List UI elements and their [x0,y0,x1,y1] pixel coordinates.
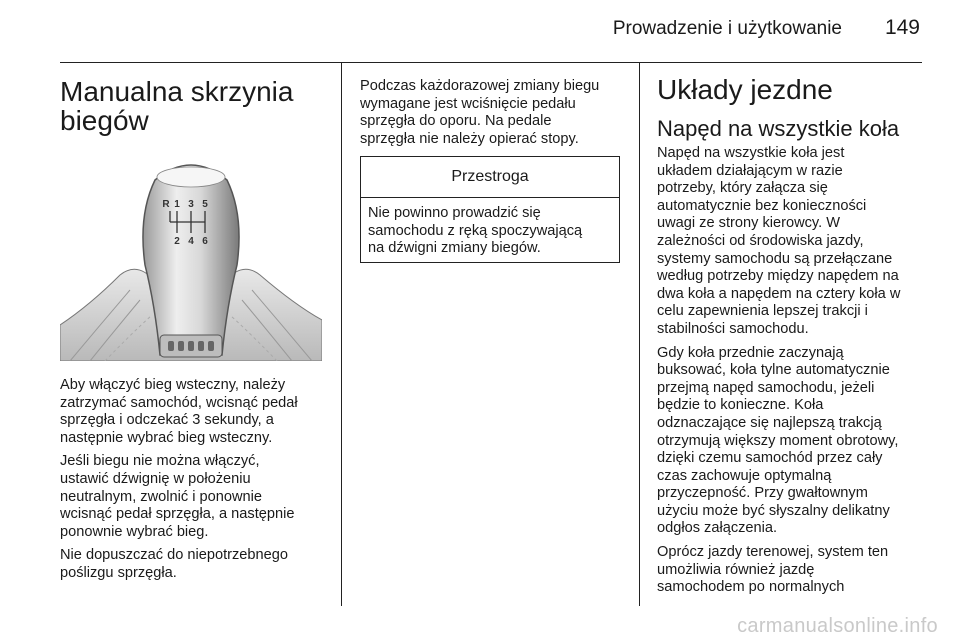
gear-shift-knob-illustration [60,155,322,361]
warning-box [360,156,620,263]
warning-text: Nie powinno prowadzić się samochodu z ręką spoczywającą na dźwigni zmiany biegów. [368,205,583,257]
gear-label-1: 1 [174,199,180,210]
paragraph-awd-intro: Napęd na wszystkie koła jest układem działającym w razie potrzeby, który załącza się automatycznie bez konieczności uwagi ze strony kierowcy. W zależności od środowiska jazdy, systemy samochodu są przełączane według potrzeby między napędem na dwa koła a napędem na cztery koła w celu zapewnienia lepszej trakcji i stabilności samochodu. [657,145,901,337]
page-number: 149 [884,16,920,39]
warning-title: Przestroga [361,157,619,198]
column-divider-right [639,62,640,606]
middle-column-text [360,78,630,154]
gear-label-5: 5 [202,199,208,210]
paragraph-awd-offroad: Oprócz jazdy terenowej, system ten umożliwia również jazdę samochodem po normalnych [657,544,889,596]
paragraph-clutch-pedal: Podczas każdorazowej zmiany biegu wymagane jest wciśnięcie pedału sprzęgła do oporu. Na pedale sprzęgła nie należy opierać stopy. [360,78,600,147]
watermark: carmanualsonline.info [737,615,938,637]
paragraph-gear-not-engaging: Jeśli biegu nie można włączyć, ustawić dźwignię w położeniu neutralnym, zwolnić i ponownie wcisnąć pedał sprzęgła, a następnie ponownie wybrać bieg. [60,453,295,540]
page-header [60,0,922,63]
subheading-all-wheel-drive: Napęd na wszystkie koła [657,116,900,141]
gear-label-2: 2 [174,236,180,247]
gear-label-6: 6 [202,236,208,247]
paragraph-reverse-gear: Aby włączyć bieg wsteczny, należy zatrzymać samochód, wcisnąć pedał sprzęgła i odczekać 3 sekundy, a następnie wybrać bieg wsteczny. [60,377,298,446]
heading-drive-systems: Układy jezdne [657,74,833,105]
section-title: Prowadzenie i użytkowanie [612,18,842,39]
gear-label-R: R [162,199,170,210]
right-column [657,75,927,603]
paragraph-awd-traction: Gdy koła przednie zaczynają buksować, koła tylne automatycznie przejmą napęd samochodu, jeżeli będzie to konieczne. Koła odznaczające się najlepszą trakcją otrzymują większy moment obrotowy, dzięki czemu samochód przez cały czas zachowuje optymalną przyczepność. Przy gwałtownym użyciu może być słyszalny delikatny odgłos załączenia. [657,344,899,537]
column-divider-left [341,62,342,606]
paragraph-clutch-slip: Nie dopuszczać do niepotrzebnego poślizgu sprzęgła. [60,547,288,581]
gear-label-3: 3 [188,199,194,210]
left-column-heading-block [60,77,335,135]
left-column-text [60,377,338,589]
gear-label-4: 4 [188,236,194,247]
heading-manual-gearbox: Manualna skrzynia biegów [60,76,294,136]
gear-knob-drawing [60,155,322,361]
